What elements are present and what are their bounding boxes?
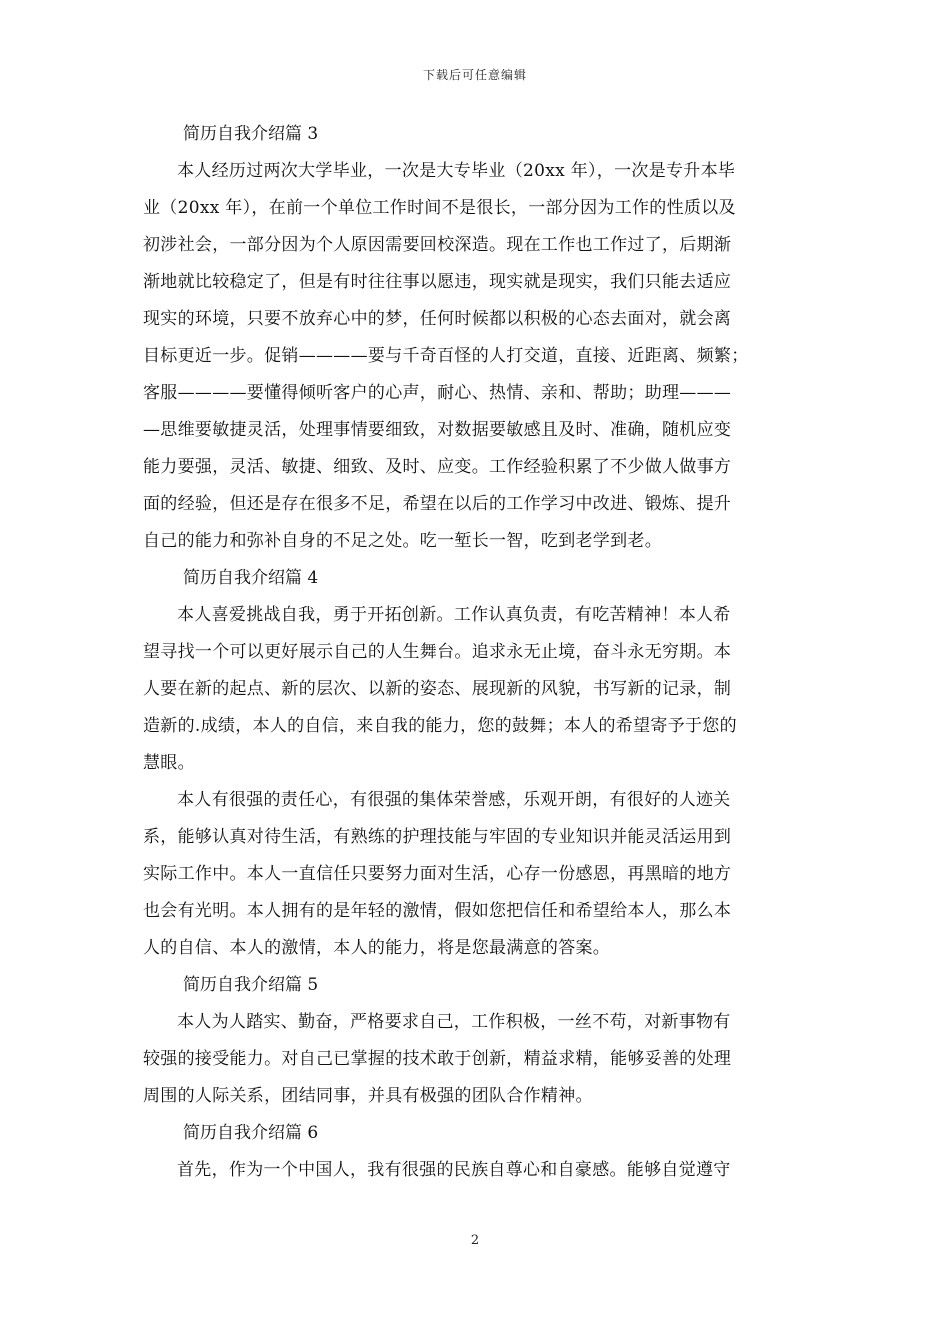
text-line: 慧眼。: [143, 753, 195, 773]
paragraph: [143, 782, 809, 967]
text-line: 能力要强，灵活、敏捷、细致、及时、应变。工作经验积累了不少做人做事方: [143, 457, 732, 477]
paragraph: [143, 1004, 809, 1115]
text-line: 业（20xx 年），在前一个单位工作时间不是很长，一部分因为工作的性质以及: [143, 198, 736, 218]
text-line: 本人喜爱挑战自我，勇于开拓创新。工作认真负责，有吃苦精神！本人希: [177, 605, 731, 625]
text-line: 造新的.成绩，本人的自信，来自我的能力，您的鼓舞；本人的希望寄予于您的: [143, 716, 737, 736]
text-line: 渐地就比较稳定了，但是有时往往事以愿违，现实就是现实，我们只能去适应: [143, 272, 732, 292]
text-line: 较强的接受能力。对自己已掌握的技术敢于创新，精益求精，能够妥善的处理: [143, 1049, 732, 1069]
section-title: 简历自我介绍篇 4: [183, 568, 319, 588]
text-line: 望寻找一个可以更好展示自己的人生舞台。追求永无止境，奋斗永无穷期。本: [143, 642, 732, 662]
text-line: 首先，作为一个中国人，我有很强的民族自尊心和自豪感。能够自觉遵守: [177, 1160, 731, 1180]
text-line: 周围的人际关系，团结同事，并具有极强的团队合作精神。: [143, 1086, 593, 1106]
section-title: 简历自我介绍篇 6: [183, 1123, 319, 1143]
paragraph: [143, 597, 809, 782]
text-line: —思维要敏捷灵活，处理事情要细致，对数据要敏感且及时、准确，随机应变: [143, 420, 732, 440]
text-line: 客服————要懂得倾听客户的心声，耐心、热情、亲和、帮助；助理———: [143, 383, 732, 403]
paragraph: [143, 1152, 809, 1189]
page-number: 2: [470, 1233, 480, 1248]
text-line: 人的自信、本人的激情，本人的能力，将是您最满意的答案。: [143, 938, 611, 958]
text-line: 面的经验，但还是存在很多不足，希望在以后的工作学习中改进、锻炼、提升: [143, 494, 732, 514]
text-line: 人要在新的起点、新的层次、以新的姿态、展现新的风貌，书写新的记录，制: [143, 679, 732, 699]
text-line: 本人经历过两次大学毕业，一次是大专毕业（20xx 年），一次是专升本毕: [177, 161, 736, 181]
page-header: 下载后可任意编辑: [422, 68, 527, 82]
text-line: 自己的能力和弥补自身的不足之处。吃一堑长一智，吃到老学到老。: [143, 531, 662, 551]
section-title: 简历自我介绍篇 5: [183, 975, 319, 995]
document-body: [143, 116, 809, 1189]
text-line: 本人有很强的责任心，有很强的集体荣誉感，乐观开朗，有很好的人迹关: [177, 790, 731, 810]
paragraph: [143, 153, 809, 560]
text-line: 本人为人踏实、勤奋，严格要求自己，工作积极，一丝不苟，对新事物有: [177, 1012, 731, 1032]
text-line: 也会有光明。本人拥有的是年轻的激情，假如您把信任和希望给本人，那么本: [143, 901, 732, 921]
text-line: 实际工作中。本人一直信任只要努力面对生活，心存一份感恩，再黑暗的地方: [143, 864, 732, 884]
text-line: 现实的环境，只要不放弃心中的梦，任何时候都以积极的心态去面对，就会离: [143, 309, 732, 329]
text-line: 系，能够认真对待生活，有熟练的护理技能与牢固的专业知识并能灵活运用到: [143, 827, 732, 847]
text-line: 目标更近一步。促销————要与千奇百怪的人打交道，直接、近距离、频繁；: [143, 346, 749, 366]
section-title: 简历自我介绍篇 3: [183, 124, 319, 144]
text-line: 初涉社会，一部分因为个人原因需要回校深造。现在工作也工作过了，后期渐: [143, 235, 732, 255]
